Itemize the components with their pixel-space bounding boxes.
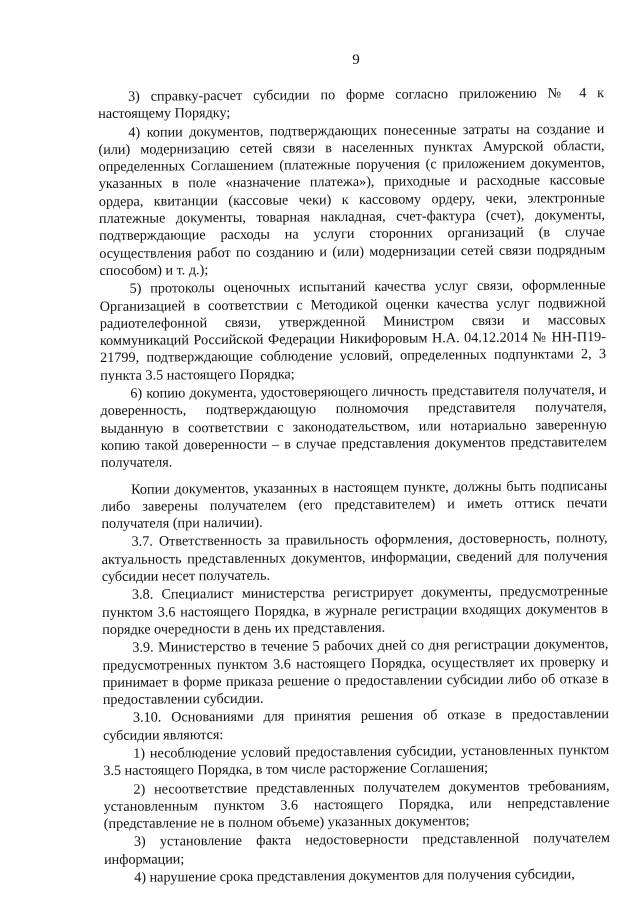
paragraph-3-9: 3.9. Министерство в течение 5 рабочих дней со дня регистрации документов, предусмотренных пунктом 3.6 настоящего Порядка, осуществляет их проверку и принимает в форме приказа решение о предоставлении субсидии либо об отказе в предоставлении субсидии. [102,636,609,709]
paragraph-item-4: 4) копии документов, подтверждающих понесенные затраты на создание и (или) модернизацию сетей связи в населенных пунктах Амурской области, определенных Соглашением (платежные поручения (с приложением документов, указанных в поле «назначение платежа»), приходные и расходные кассовые ордера, квитанции (кассовые чеки) к кассовому ордеру, чеки, электронные платежные документы, товарная накладная, счет-фактура (счет), документы, подтверждающие расходы на услуги сторонних организаций (в случае осуществления работ по созданию и (или) модернизации сетей связи подрядным способом) и т. д.); [98,120,606,279]
paragraph-reason-1: 1) несоблюдение условий предоставления субсидии, установленных пунктом 3.5 настоящего Порядка, в том числе расторжение Соглашения; [103,741,610,780]
paragraph-item-3: 3) справку-расчет субсидии по форме согласно приложению № 4 к настоящему Порядку; [98,85,605,123]
paragraph-reason-3: 3) установление факта недостоверности представленной получателем информации; [103,830,610,868]
paragraph-item-5: 5) протоколы оценочных испытаний качества услуг связи, оформленные Организацией в соответствии с Методикой оценки качества услуг подвижной радиотелефонной связи, утвержденной Министром связи и массовых коммуникаций Российской Федерации Никифоровым Н.А. 04.12.2014 № НН-П19-21799, подтверждающие соблюдение условий, определенных подпунктами 2, 3 пункта 3.5 настоящего Порядка; [99,277,607,384]
paragraph-item-6: 6) копию документа, удостоверяющего личность представителя получателя, и доверенность, подтверждающую полномочия представителя получателя, выданную в соответствии с законодательством, или нотариально заверенную копию такой доверенности – в случае представления документов представителем получателя. [100,382,607,472]
paragraph-3-8: 3.8. Специалист министерства регистрирует документы, предусмотренные пунктом 3.6 настоящего Порядка, в журнале регистрации входящих документов в порядке очередности в день их представления. [102,583,609,638]
paragraph-reason-2: 2) несоответствие представленных получателем документов требованиям, установленным пунктом 3.6 настоящего Порядка, или непредставление (представление не в полном объеме) указанных документов; [103,777,610,833]
paragraph-3-10: 3.10. Основаниями для принятия решения об отказе в предоставлении субсидии являются: [103,706,609,744]
paragraph-copies: Копии документов, указанных в настоящем пункте, должны быть подписаны либо заверены получателем (его представителем) и иметь оттиск печати получателя (при наличии). [101,477,608,533]
paragraph-3-7: 3.7. Ответственность за правильность оформления, достоверность, полноту, актуальность представленных документов, информации, сведений для получения субсидии несет получатель. [101,530,608,586]
paragraph-reason-4: 4) нарушение срока представления документов для получения субсидии, [134,866,575,886]
page-number: 9 [352,52,360,68]
document-body [98,85,610,887]
